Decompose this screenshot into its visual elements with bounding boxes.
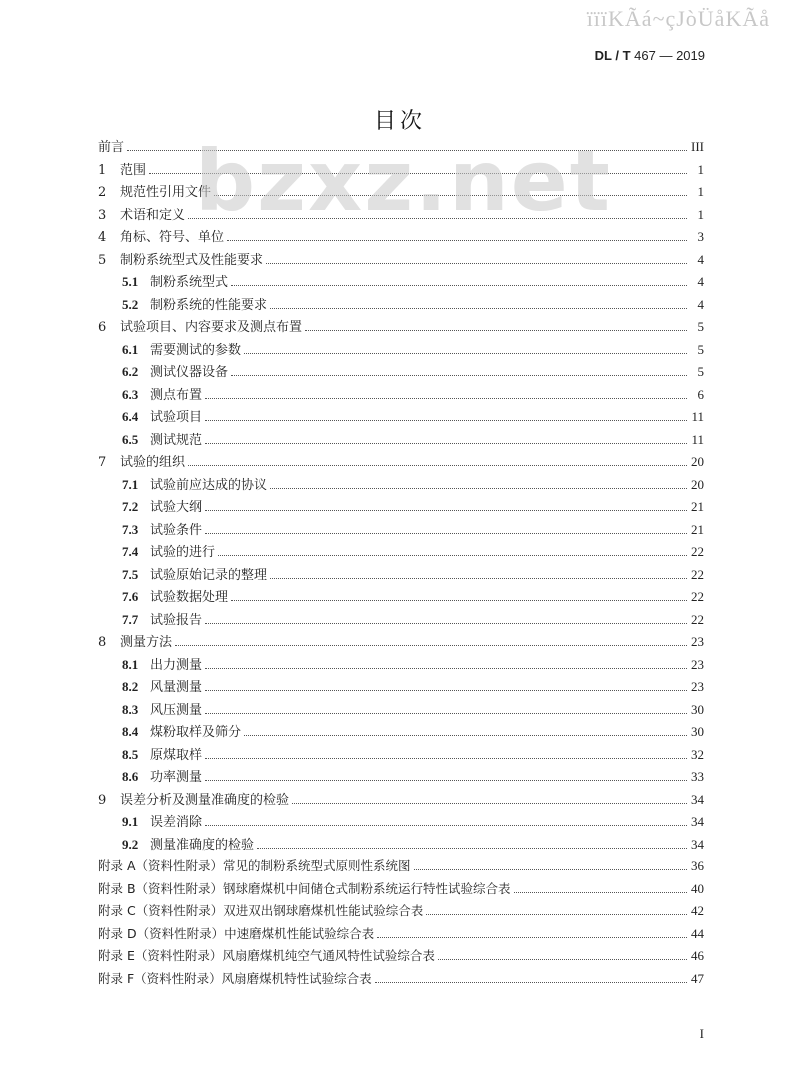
toc-leader-dots [205,443,687,444]
toc-entry-label: 试验的进行 [150,545,216,560]
toc-entry[interactable] [98,564,704,587]
toc-leader-dots [205,510,687,511]
toc-entry-label: 制粉系统型式 [150,275,229,290]
toc-entry-number: 9.2 [122,836,139,852]
toc-entry-page: 22 [691,544,704,559]
toc-entry-number: 7 [98,455,107,470]
toc-entry-label: 原煤取样 [150,747,203,763]
code-number: 467 — 2019 [630,48,705,63]
toc-entry-number: 9 [98,792,107,808]
toc-leader-dots [205,398,687,399]
toc-entry-page: 34 [691,814,704,829]
toc-entry-label: 试验报告 [150,612,203,628]
toc-leader-dots [414,869,687,870]
toc-leader-dots [244,353,687,354]
toc-entry[interactable] [98,721,704,744]
toc-entry-label: 试验条件 [150,522,203,538]
toc-entry-number: 6.1 [122,341,139,357]
toc-entry-page: 40 [691,880,704,896]
toc-leader-dots [231,375,687,376]
toc-entry-page: III [691,139,704,154]
toc-entry-page: 21 [691,521,704,537]
toc-entry-number: 7.2 [122,499,139,514]
toc-entry-page: 23 [691,634,704,649]
toc-entry-label: 功率测量 [150,770,203,785]
toc-entry-page: 44 [691,925,704,941]
toc-entry[interactable] [98,519,704,542]
toc-leader-dots [305,330,687,331]
toc-entry[interactable] [98,496,704,519]
toc-entry-page: 33 [691,769,704,784]
toc-entry-label: 附录 C（资料性附录）双进双出钢球磨煤机性能试验综合表 [98,903,424,918]
toc-entry[interactable] [98,699,704,722]
toc-entry-page: 46 [691,948,704,963]
toc-entry-label: 试验数据处理 [150,590,229,605]
watermark: bzxz.net [195,132,612,230]
toc-leader-dots [377,937,687,938]
toc-entry-page: 3 [697,229,704,244]
toc-leader-dots [205,533,687,534]
toc-entry[interactable] [98,249,704,272]
toc-leader-dots [426,914,687,915]
toc-entry-number: 7.4 [122,544,139,559]
toc-leader-dots [205,690,687,691]
toc-leader-dots [205,780,687,781]
toc-entry-label: 附录 B（资料性附录）钢球磨煤机中间储仓式制粉系统运行特性试验综合表 [98,880,511,896]
toc-entry[interactable] [98,676,704,699]
toc-entry-label: 风量测量 [150,680,203,695]
toc-entry-page: 5 [697,319,704,334]
toc-entry-number: 8.2 [122,679,139,694]
toc-entry[interactable] [98,969,704,992]
toc-entry-number: 6.5 [122,431,139,447]
toc-entry-number: 8 [98,635,107,650]
toc-entry-page: 30 [691,701,704,717]
toc-entry-label: 测试规范 [150,432,203,448]
toc-entry-label: 测试仪器设备 [150,365,229,380]
toc-entry-number: 7.7 [122,611,139,627]
toc-leader-dots [438,959,687,960]
toc-entry-label: 附录 D（资料性附录）中速磨煤机性能试验综合表 [98,925,375,941]
header-mark: ïïïKÃá~çJòÜåKÃå [586,6,770,31]
toc-leader-dots [205,825,687,826]
toc-entry-page: 11 [691,409,704,424]
toc-leader-dots [205,668,687,669]
toc-entry-label: 煤粉取样及筛分 [150,725,242,740]
toc-entry-number: 8.1 [122,656,139,672]
toc-leader-dots [175,645,687,646]
toc-entry[interactable] [98,879,704,902]
toc-leader-dots [292,803,687,804]
toc-entry-label: 试验项目 [150,410,203,425]
page-title: 目次 [373,109,426,134]
toc-entry[interactable] [98,654,704,677]
toc-leader-dots [227,240,687,241]
toc-entry[interactable] [98,789,704,812]
toc-entry-page: 1 [697,161,704,177]
toc-entry[interactable] [98,339,704,362]
toc-entry[interactable] [98,384,704,407]
toc-entry-number: 6 [98,320,107,335]
toc-entry[interactable] [98,361,704,384]
toc-leader-dots [127,150,687,151]
toc-entry-page: 30 [691,724,704,739]
toc-entry-label: 测点布置 [150,387,203,403]
toc-entry-label: 角标、符号、单位 [120,230,225,245]
toc-entry-page: 20 [691,476,704,492]
toc-entry-page: 34 [691,836,704,852]
toc-entry-page: 4 [697,296,704,312]
toc-entry-label: 范围 [120,162,147,178]
toc-entry[interactable] [98,429,704,452]
toc-entry-page: 5 [697,364,704,379]
toc-entry[interactable] [98,946,704,969]
toc-entry-number: 7.3 [122,521,139,537]
toc-entry[interactable] [98,541,704,564]
toc-entry-label: 试验的组织 [120,455,186,470]
toc-entry-number: 5.1 [122,274,139,289]
toc-leader-dots [205,758,687,759]
toc-entry-page: 47 [691,970,704,986]
toc-entry-page: 42 [691,903,704,918]
toc-entry[interactable] [98,316,704,339]
toc-leader-dots [266,263,687,264]
toc-entry[interactable] [98,226,704,249]
toc-entry[interactable] [98,294,704,317]
toc-leader-dots [270,578,687,579]
toc-entry-number: 7.6 [122,589,139,604]
toc-entry-label: 制粉系统型式及性能要求 [120,252,264,268]
toc-entry-page: 22 [691,566,704,582]
toc-leader-dots [218,555,687,556]
toc-leader-dots [231,600,687,601]
toc-entry-page: 23 [691,656,704,672]
toc-leader-dots [514,892,687,893]
toc-leader-dots [257,848,687,849]
toc-leader-dots [149,173,687,174]
toc-entry-number: 8.6 [122,769,139,784]
toc-entry-number: 4 [98,230,107,245]
toc-leader-dots [188,218,687,219]
table-of-contents [98,136,704,991]
toc-entry-page: 4 [697,274,704,289]
toc-entry[interactable] [98,406,704,429]
toc-entry-page: 1 [697,184,704,199]
toc-entry[interactable] [98,924,704,947]
toc-entry-label: 测量方法 [120,635,173,650]
toc-entry-label: 前言 [98,140,125,155]
code-prefix: DL / T [594,48,631,63]
toc-entry-page: 32 [691,746,704,762]
toc-entry-label: 需要测试的参数 [150,342,242,358]
toc-entry[interactable] [98,451,704,474]
toc-entry-number: 3 [98,207,107,223]
toc-entry-label: 出力测量 [150,657,203,673]
toc-leader-dots [231,285,687,286]
toc-entry-number: 8.3 [122,701,139,717]
toc-entry[interactable] [98,901,704,924]
toc-entry-label: 规范性引用文件 [120,185,212,200]
toc-entry-label: 测量准确度的检验 [150,837,255,853]
toc-entry-page: 11 [691,431,704,447]
toc-leader-dots [375,982,687,983]
toc-entry[interactable] [98,744,704,767]
toc-entry-number: 5.2 [122,296,139,312]
toc-entry-page: 21 [691,499,704,514]
toc-entry-label: 试验项目、内容要求及测点布置 [120,320,303,335]
toc-entry-number: 9.1 [122,814,139,829]
toc-entry[interactable] [98,811,704,834]
toc-entry-number: 6.3 [122,386,139,402]
toc-entry-page: 6 [697,386,704,402]
toc-entry[interactable] [98,181,704,204]
toc-entry-label: 试验大纲 [150,500,203,515]
toc-entry-label: 术语和定义 [120,207,186,223]
toc-leader-dots [244,735,687,736]
toc-entry-label: 试验原始记录的整理 [150,567,268,583]
toc-entry[interactable] [98,766,704,789]
toc-entry[interactable] [98,834,704,857]
toc-entry[interactable] [98,856,704,879]
document-code [595,48,705,63]
toc-entry-page: 5 [697,341,704,357]
toc-entry-page: 22 [691,589,704,604]
toc-leader-dots [270,488,687,489]
toc-entry-number: 6.4 [122,409,139,424]
toc-entry-page: 36 [691,858,704,873]
toc-entry[interactable] [98,271,704,294]
toc-leader-dots [205,713,687,714]
toc-entry-page: 22 [691,611,704,627]
toc-entry-label: 附录 F（资料性附录）风扇磨煤机特性试验综合表 [98,970,372,986]
toc-entry[interactable] [98,586,704,609]
toc-entry-page: 1 [697,206,704,222]
toc-entry-page: 23 [691,679,704,694]
toc-entry-label: 误差分析及测量准确度的检验 [120,792,290,808]
toc-entry[interactable] [98,474,704,497]
toc-entry-label: 附录 A（资料性附录）常见的制粉系统型式原则性系统图 [98,858,411,873]
toc-leader-dots [205,420,687,421]
toc-entry[interactable] [98,609,704,632]
toc-entry-number: 8.5 [122,746,139,762]
toc-entry[interactable] [98,631,704,654]
toc-entry-page: 34 [691,791,704,807]
toc-entry-number: 8.4 [122,724,139,739]
toc-entry-page: 20 [691,454,704,469]
toc-entry[interactable] [98,204,704,227]
toc-leader-dots [205,623,687,624]
toc-entry-number: 1 [98,162,107,178]
toc-entry-label: 制粉系统的性能要求 [150,297,268,313]
toc-entry-label: 附录 E（资料性附录）风扇磨煤机纯空气通风特性试验综合表 [98,948,435,963]
toc-entry-label: 试验前应达成的协议 [150,477,268,493]
toc-entry-number: 7.1 [122,476,139,492]
toc-leader-dots [188,465,687,466]
toc-entry-label: 误差消除 [150,815,203,830]
toc-entry[interactable] [98,159,704,182]
toc-leader-dots [270,308,687,309]
toc-entry-number: 6.2 [122,364,139,379]
toc-entry-number: 5 [98,252,107,268]
toc-entry-number: 2 [98,185,107,200]
toc-entry-label: 风压测量 [150,702,203,718]
toc-entry[interactable] [98,136,704,159]
toc-entry-number: 7.5 [122,566,139,582]
toc-entry-page: 4 [697,251,704,267]
toc-leader-dots [214,195,687,196]
page-number: I [699,1026,704,1041]
